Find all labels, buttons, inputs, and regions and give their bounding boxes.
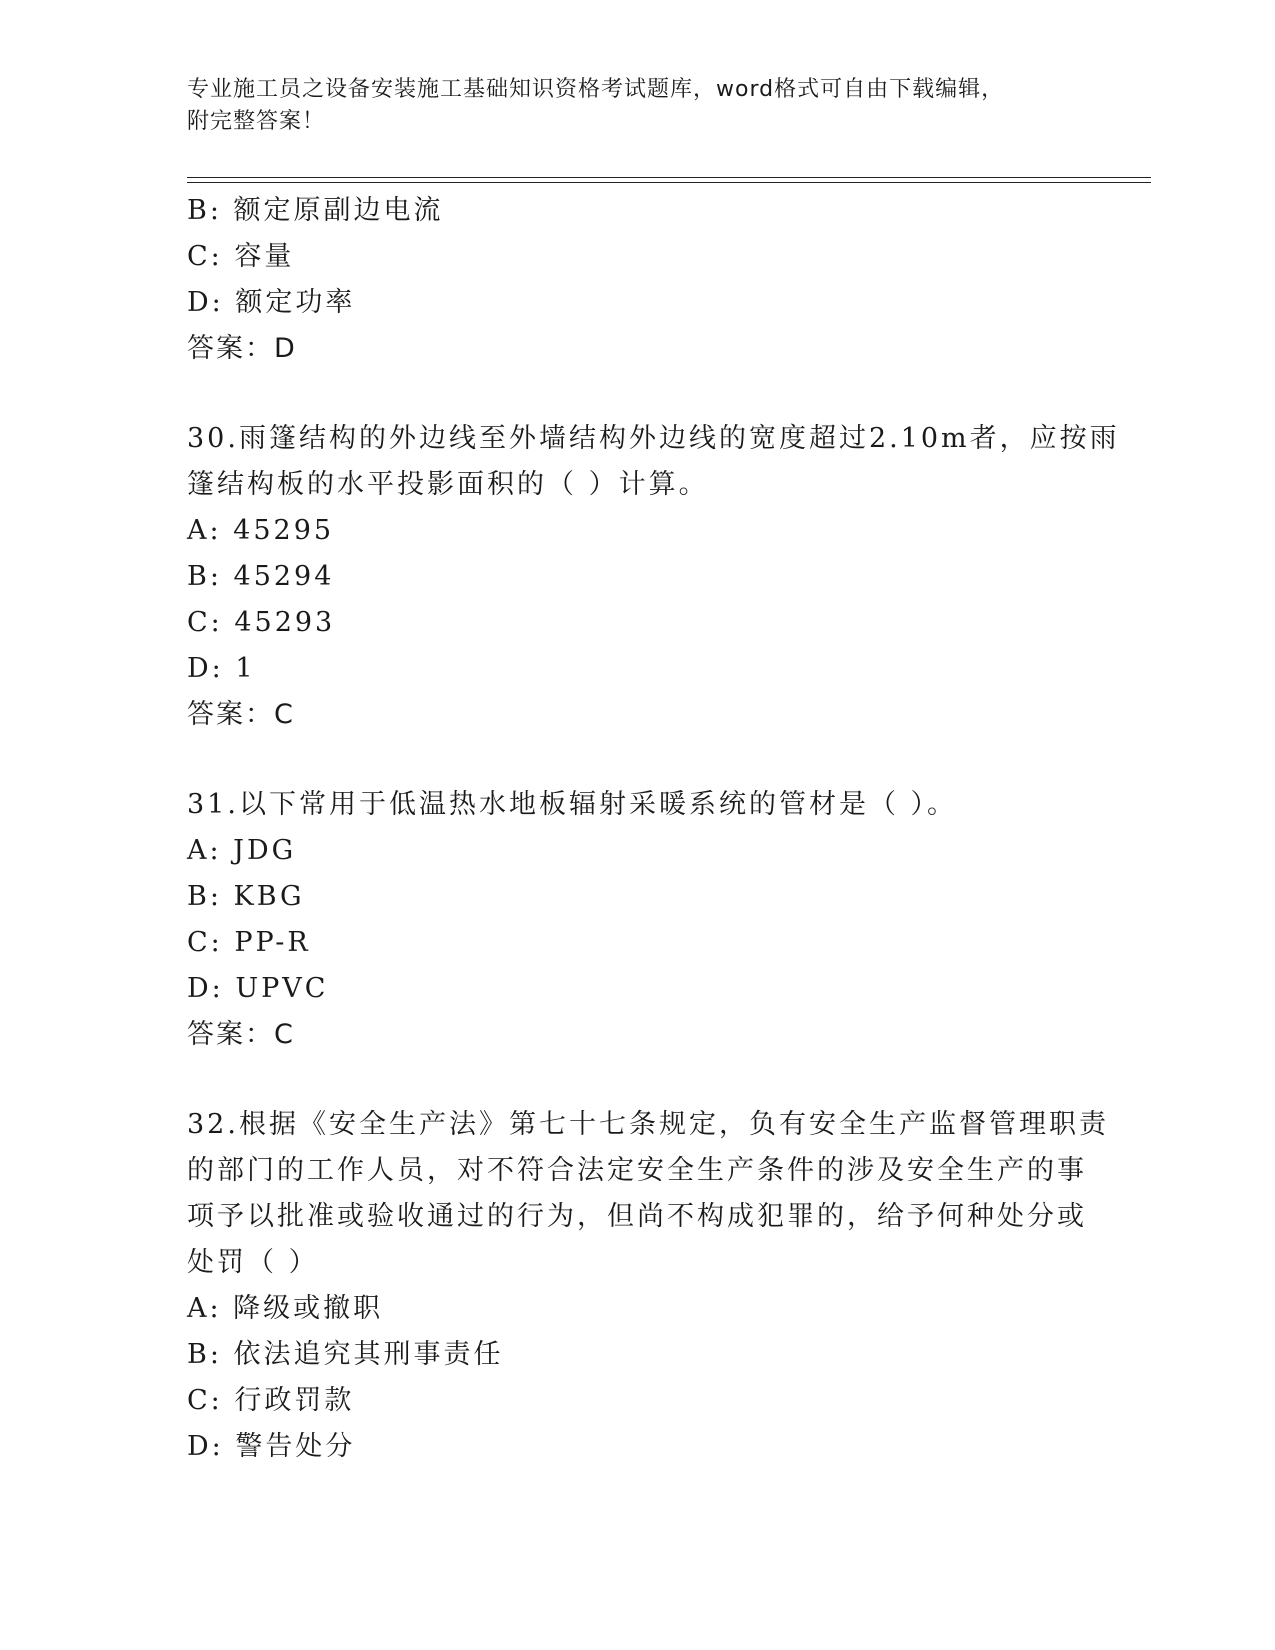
option-d: D: 警告处分: [187, 1431, 356, 1462]
document-header: [187, 74, 1067, 138]
option-d: D: 额定功率: [187, 287, 356, 318]
question-text-line: 31.以下常用于低温热水地板辐射采暖系统的管材是（ ）。: [187, 789, 958, 820]
option-d: D: 1: [187, 653, 256, 684]
option-c: C: 行政罚款: [187, 1385, 355, 1416]
option-c: C: PP-R: [187, 927, 311, 958]
header-line-1: 专业施工员之设备安装施工基础知识资格考试题库，word格式可自由下载编辑，: [187, 77, 1005, 102]
partial-question: [187, 188, 1087, 372]
option-a: A: JDG: [187, 835, 297, 866]
header-divider-top: [187, 177, 1151, 178]
question-text-line: 30.雨篷结构的外边线至外墙结构外边线的宽度超过2.10m者，应按雨: [187, 423, 1120, 454]
option-d: D: UPVC: [187, 973, 329, 1004]
question-32: [187, 1102, 1109, 1470]
question-text-line: 的部门的工作人员，对不符合法定安全生产条件的涉及安全生产的事: [187, 1155, 1087, 1186]
answer-line: 答案：D: [187, 333, 297, 364]
question-text-line: 篷结构板的水平投影面积的（ ）计算。: [187, 469, 709, 500]
header-line-2: 附完整答案！: [187, 109, 326, 134]
question-30: [187, 416, 1120, 738]
question-31: [187, 782, 1087, 1058]
option-b: B: KBG: [187, 881, 305, 912]
option-c: C: 45293: [187, 607, 336, 638]
question-list: [187, 188, 1120, 1470]
option-b: B: 额定原副边电流: [187, 195, 444, 226]
option-b: B: 依法追究其刑事责任: [187, 1339, 504, 1370]
option-a: A: 45295: [187, 515, 335, 546]
option-c: C: 容量: [187, 241, 295, 272]
header-divider-bottom: [187, 182, 1151, 183]
answer-line: 答案：C: [187, 1019, 295, 1050]
option-a: A: 降级或撤职: [187, 1293, 384, 1324]
answer-line: 答案：C: [187, 699, 295, 730]
question-text-line: 32.根据《安全生产法》第七十七条规定，负有安全生产监督管理职责: [187, 1109, 1109, 1140]
option-b: B: 45294: [187, 561, 335, 592]
question-text-line: 处罚（ ）: [187, 1247, 319, 1278]
question-text-line: 项予以批准或验收通过的行为，但尚不构成犯罪的，给予何种处分或: [187, 1201, 1087, 1232]
